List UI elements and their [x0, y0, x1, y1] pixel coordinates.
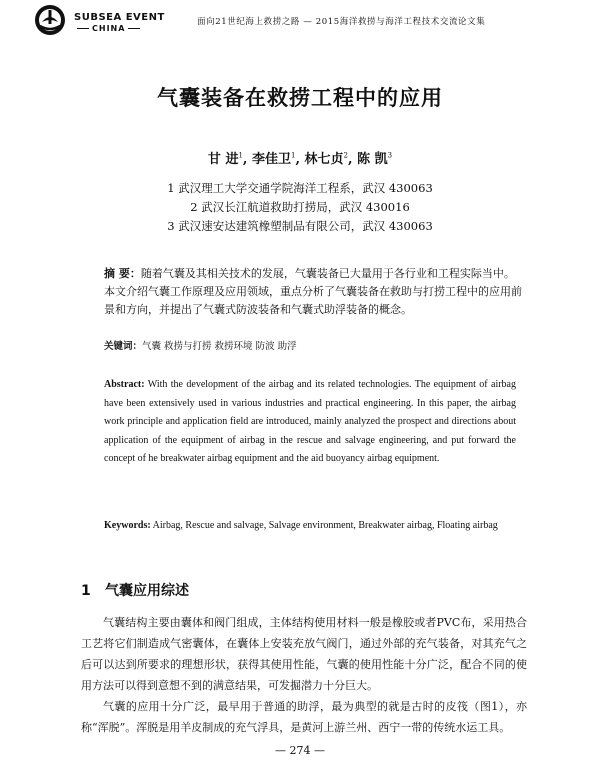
abstract-cn-label: 摘 要：	[104, 267, 141, 280]
abstract-en-label: Abstract:	[104, 379, 145, 390]
section-heading	[81, 580, 189, 600]
body-paragraph: 气囊的应用十分广泛，最早用于普通的助浮，最为典型的就是古时的皮筏（图1），亦称“浑脱”。浑脱是用羊皮制成的充气浮具，是黄河上游兰州、西宁一带的传统水运工具。	[81, 700, 527, 734]
author-affil-marker: 3	[387, 151, 393, 160]
affiliation: 3 武汉速安达建筑橡塑制品有限公司，武汉 430063	[167, 219, 433, 233]
keywords-cn-text: 气囊 救捞与打捞 救捞环境 防波 助浮	[142, 341, 297, 352]
paper-title: 气囊装备在救捞工程中的应用	[157, 86, 443, 110]
section-number: 1	[81, 583, 91, 599]
author-list: 甘 进$^1$, 李佳卫$^1$, 林七贞$^2$, 陈 凯$^3$	[207, 151, 393, 167]
abstract-english	[104, 376, 516, 469]
keywords-chinese	[104, 338, 524, 352]
author-affil-marker: 2	[343, 151, 349, 160]
keywords-en-label: Keywords:	[104, 520, 151, 531]
brand-subname: CHINA	[74, 24, 143, 33]
keywords-english	[104, 516, 516, 535]
page-number: — 274 —	[275, 744, 325, 757]
section-title-text: 气囊应用综述	[105, 583, 189, 599]
author-name: 甘 进	[207, 152, 239, 167]
page-header	[32, 4, 584, 38]
subsea-event-logo-icon	[32, 4, 68, 36]
abstract-en-text: With the development of the airbag and its related technologies. The equipment of airbag have been extensively used in various industries and practical engineering. In this paper, the airbag work principle and application field are introduced, mainly analyzed the prospect and directions about application of the equipment of airbag in the rescue and salvage engineering, and put forward the concept of he breakwater airbag equipment and the aid buoyancy airbag equipment.	[104, 379, 516, 464]
body-text	[81, 612, 527, 738]
brand-name: SUBSEA EVENT	[74, 12, 165, 23]
keywords-cn-label: 关键词：	[104, 341, 143, 352]
author-name: 林七贞	[304, 152, 344, 167]
affiliation: 2 武汉长江航道救助打捞局，武汉 430016	[190, 200, 410, 214]
abstract-cn-text: 随着气囊及其相关技术的发展，气囊装备已大量用于各行业和工程实际当中。本文介绍气囊工作原理及应用领域，重点分析了气囊装备在救助与打捞工程中的应用前景和方向，并提出了气囊式防波装备和气囊式助浮装备的概念。	[104, 267, 522, 316]
author-affil-marker: 1	[238, 151, 243, 160]
running-head: 面向21世纪海上救捞之路 — 2015海洋救捞与海洋工程技术交流论文集	[197, 17, 486, 27]
author-affil-marker: 1	[291, 151, 296, 160]
body-paragraph: 气囊结构主要由囊体和阀门组成，主体结构使用材料一般是橡胶或者PVC布，采用热合工艺将它们制造成气密囊体，在囊体上安装充放气阀门，通过外部的充气装备，对其充气之后可以达到所要求的理想形状，获得其使用性能，气囊的使用性能十分广泛，配合不同的使用方法可以得到意想不到的满意结果，可发掘潜力十分巨大。	[81, 616, 527, 692]
keywords-en-text: Airbag, Rescue and salvage, Salvage environment, Breakwater airbag, Floating airbag	[152, 520, 498, 531]
abstract-chinese	[104, 265, 524, 319]
author-name: 陈 凯	[357, 152, 388, 167]
affiliation: 1 武汉理工大学交通学院海洋工程系，武汉 430063	[167, 181, 433, 195]
author-name: 李佳卫	[251, 152, 291, 167]
